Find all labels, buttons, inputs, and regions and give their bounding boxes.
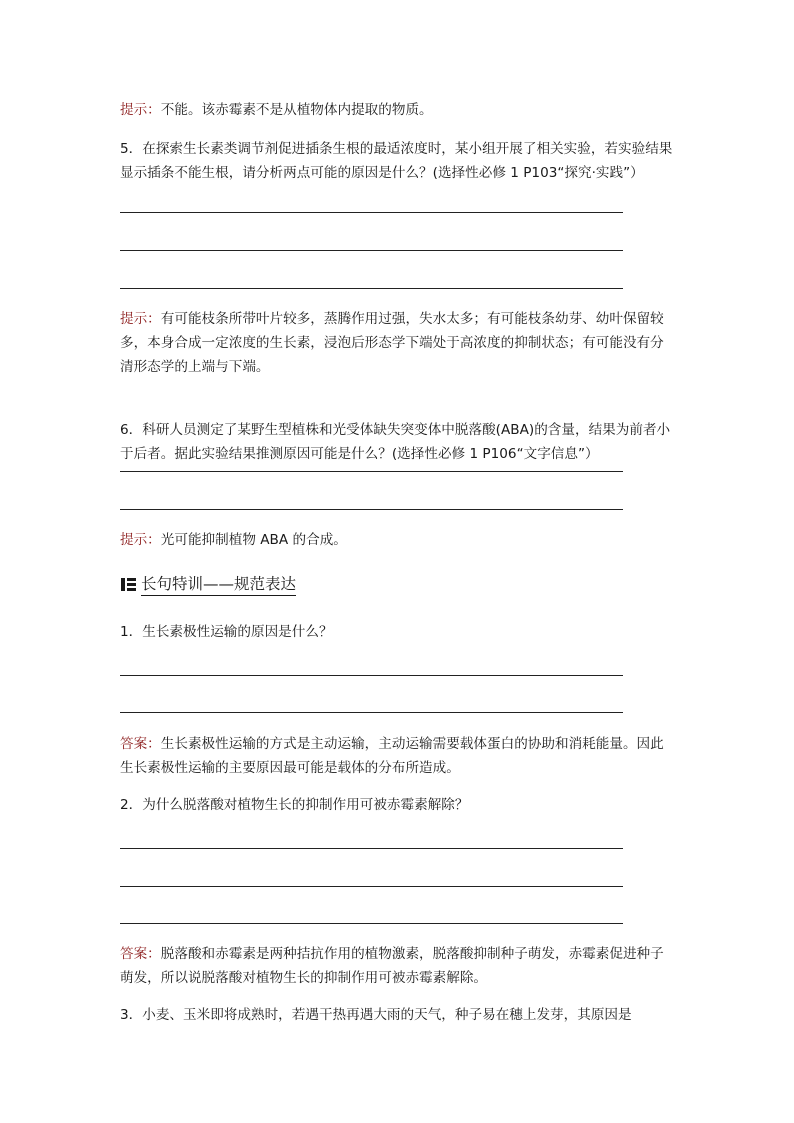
question-5: 5．在探索生长素类调节剂促进插条生根的最适浓度时，某小组开展了相关实验，若实验结果显示插条不能生根，请分析两点可能的原因是什么？(选择性必修 1 P103“探究·实践”）: [120, 141, 673, 181]
answer-section-question-1: [120, 732, 675, 780]
answer-line: [120, 471, 623, 472]
answer-line: [120, 675, 623, 676]
hint-question-6: [120, 528, 675, 552]
answer-text: 脱落酸和赤霉素是两种拮抗作用的植物激素，脱落酸抑制种子萌发，赤霉素促进种子萌发，所以说脱落酸对植物生长的抑制作用可被赤霉素解除。: [120, 946, 664, 986]
section-title: 长句特训——规范表达: [141, 573, 296, 596]
answer-label: 答案：: [120, 736, 161, 752]
section-question-2: 2．为什么脱落酸对植物生长的抑制作用可被赤霉素解除？: [120, 797, 469, 813]
answer-line: [120, 250, 623, 251]
answer-line: [120, 886, 623, 887]
question-6: 6．科研人员测定了某野生型植株和光受体缺失突变体中脱落酸(ABA)的含量，结果为前者小于后者。据此实验结果推测原因可能是什么？(选择性必修 1 P106“文字信息”）: [120, 422, 671, 462]
hint-previous: [120, 98, 675, 122]
hint-text: 有可能枝条所带叶片较多，蒸腾作用过强，失水太多；有可能枝条幼芽、幼叶保留较多，本身合成一定浓度的生长素，浸泡后形态学下端处于高浓度的抑制状态；有可能没有分清形态学的上端与下端。: [120, 311, 664, 375]
answer-label: 答案：: [120, 946, 161, 962]
section-question-3: 3．小麦、玉米即将成熟时，若遇干热再遇大雨的天气，种子易在穗上发芽，其原因是: [120, 1007, 632, 1023]
section-heading: [121, 573, 296, 595]
hint-text: 不能。该赤霉素不是从植物体内提取的物质。: [160, 102, 433, 118]
section-heading-icon: [121, 578, 136, 591]
section-question-1: 1．生长素极性运输的原因是什么？: [120, 624, 333, 640]
answer-line: [120, 923, 623, 924]
answer-line: [120, 212, 623, 213]
answer-text: 生长素极性运输的方式是主动运输，主动运输需要载体蛋白的协助和消耗能量。因此生长素极性运输的主要原因最可能是载体的分布所造成。: [120, 736, 664, 776]
answer-line: [120, 509, 623, 510]
answer-section-question-2: [120, 942, 675, 990]
hint-text: 光可能抑制植物 ABA 的合成。: [160, 532, 347, 548]
answer-line: [120, 288, 623, 289]
hint-question-5: [120, 307, 675, 379]
hint-label: 提示：: [120, 311, 161, 327]
answer-line: [120, 848, 623, 849]
answer-line: [120, 712, 623, 713]
hint-label: 提示：: [120, 532, 161, 548]
hint-label: 提示：: [120, 102, 161, 118]
